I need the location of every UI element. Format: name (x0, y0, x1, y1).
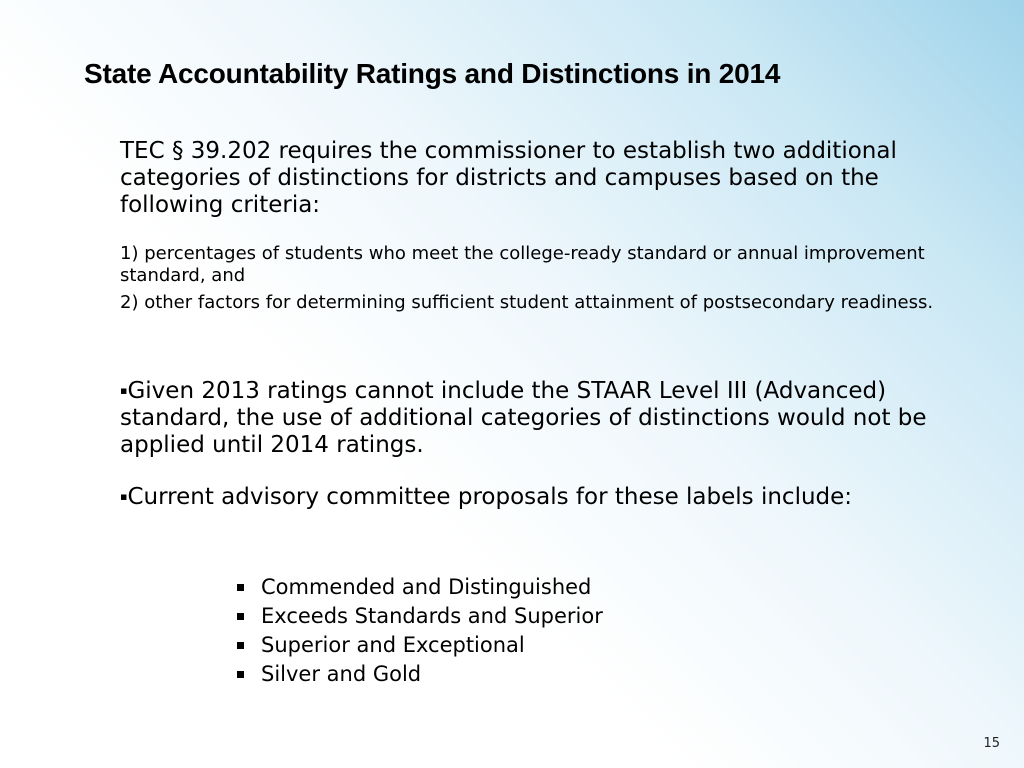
label-text: Silver and Gold (261, 662, 422, 686)
square-bullet-icon (237, 642, 244, 649)
criterion-1: 1) percentages of students who meet the college-ready standard or annual improvement standard, and (120, 243, 925, 286)
bullet-marker: ▪ (120, 384, 128, 397)
slide-title: State Accountability Ratings and Distinctions in 2014 (84, 58, 781, 89)
point-advisory-proposals (120, 483, 940, 511)
label-text: Exceeds Standards and Superior (261, 604, 603, 628)
criterion-2: 2) other factors for determining sufficient student attainment of postsecondary readiness. (120, 292, 934, 313)
point-text: Current advisory committee proposals for these labels include: (127, 484, 853, 510)
list-item (236, 573, 603, 602)
page-number: 15 (983, 736, 1000, 751)
label-proposals-list (236, 573, 603, 689)
label-text: Superior and Exceptional (261, 633, 525, 657)
bullet-marker: ▪ (120, 490, 128, 503)
intro-paragraph: TEC § 39.202 requires the commissioner to establish two additional categories of distinctions for districts and campuses based on the following criteria: (120, 138, 897, 218)
list-item (236, 631, 603, 660)
label-text: Commended and Distinguished (261, 575, 592, 599)
square-bullet-icon (237, 671, 244, 678)
square-bullet-icon (237, 613, 244, 620)
list-item (236, 602, 603, 631)
list-item (236, 660, 603, 689)
point-text: Given 2013 ratings cannot include the STAAR Level III (Advanced) standard, the use of additional categories of distinctions would not be applied until 2014 ratings. (120, 378, 927, 458)
point-ratings-2014 (120, 377, 940, 459)
square-bullet-icon (237, 584, 244, 591)
